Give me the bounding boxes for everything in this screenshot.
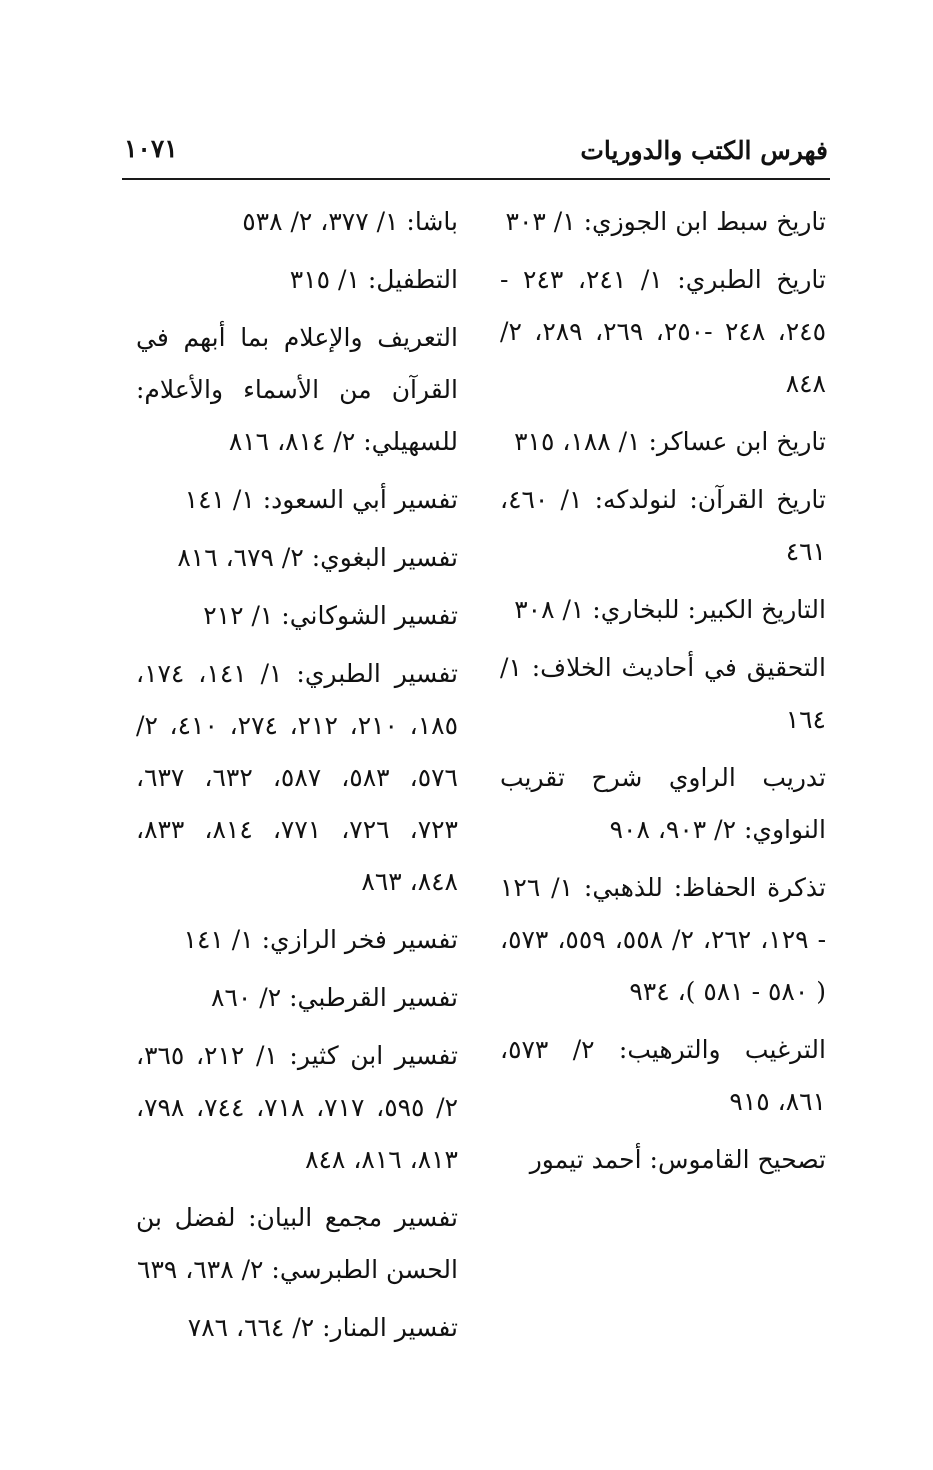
index-entry: تفسير أبي السعود: ١/ ١٤١ xyxy=(184,485,458,514)
index-entry: تاريخ القرآن: لنولدكه: ١/ ٤٦٠، ٤٦١ xyxy=(500,485,826,566)
running-title: فهرس الكتب والدوريات xyxy=(580,136,828,165)
index-column-left xyxy=(136,196,458,1360)
index-entry: تدريب الراوي شرح تقريب النواوي: ٢/ ٩٠٣، ٩٠٨ xyxy=(500,763,826,844)
index-entry: تفسير فخر الرازي: ١/ ١٤١ xyxy=(183,925,458,954)
index-entry: التطفيل: ١/ ٣١٥ xyxy=(289,265,458,294)
index-entry: باشا: ١/ ٣٧٧، ٢/ ٥٣٨ xyxy=(242,207,458,236)
index-entry: تفسير الشوكاني: ١/ ٢١٢ xyxy=(203,601,458,630)
index-entry: التعريف والإعلام بما أبهم في القرآن من الأسماء والأعلام: للسهيلي: ٢/ ٨١٤، ٨١٦ xyxy=(136,323,458,456)
index-column-right xyxy=(500,196,826,1192)
index-entry: تذكرة الحفاظ: للذهبي: ١/ ١٢٦ - ١٢٩، ٢٦٢، ٢/ ٥٥٨، ٥٥٩، ٥٧٣، ( ٥٨٠ - ٥٨١ )، ٩٣٤ xyxy=(500,873,827,1006)
index-entry: التحقيق في أحاديث الخلاف: ١/ ١٦٤ xyxy=(500,653,826,734)
index-entry: تاريخ سبط ابن الجوزي: ١/ ٣٠٣ xyxy=(505,207,826,236)
index-entry: التاريخ الكبير: للبخاري: ١/ ٣٠٨ xyxy=(514,595,826,624)
index-entry: تاريخ ابن عساكر: ١/ ١٨٨، ٣١٥ xyxy=(514,427,826,456)
page-header xyxy=(122,128,830,180)
index-entry: تفسير البغوي: ٢/ ٦٧٩، ٨١٦ xyxy=(177,543,458,572)
index-entry: تصحيح القاموس: أحمد تيمور xyxy=(529,1145,826,1174)
index-entry: تفسير الطبري: ١/ ١٤١، ١٧٤، ١٨٥، ٢١٠، ٢١٢، ٢٧٤، ٤١٠، ٢/ ٥٧٦، ٥٨٣، ٥٨٧، ٦٣٢، ٦٣٧، ٧٢٣، ٧٢٦، ٧٧١، ٨١٤، ٨٣٣، ٨٤٨، ٨٦٣ xyxy=(136,659,459,896)
index-entry: تفسير مجمع البيان: لفضل بن الحسن الطبرسي: ٢/ ٦٣٨، ٦٣٩ xyxy=(136,1203,458,1284)
index-entry: تفسير ابن كثير: ١/ ٢١٢، ٣٦٥، ٢/ ٥٩٥، ٧١٧، ٧١٨، ٧٤٤، ٧٩٨، ٨١٣، ٨١٦، ٨٤٨ xyxy=(136,1041,459,1174)
index-entry: تفسير المنار: ٢/ ٦٦٤، ٧٨٦ xyxy=(187,1313,458,1342)
index-entry: الترغيب والترهيب: ٢/ ٥٧٣، ٨٦١، ٩١٥ xyxy=(500,1035,826,1116)
page-number: ١٠٧١ xyxy=(124,134,178,163)
index-entry: تفسير القرطبي: ٢/ ٨٦٠ xyxy=(211,983,458,1012)
index-entry: تاريخ الطبري: ١/ ٢٤١، ٢٤٣ - ٢٤٥، ٢٤٨ -٢٥٠، ٢٦٩، ٢٨٩، ٢/ ٨٤٨ xyxy=(500,265,827,398)
